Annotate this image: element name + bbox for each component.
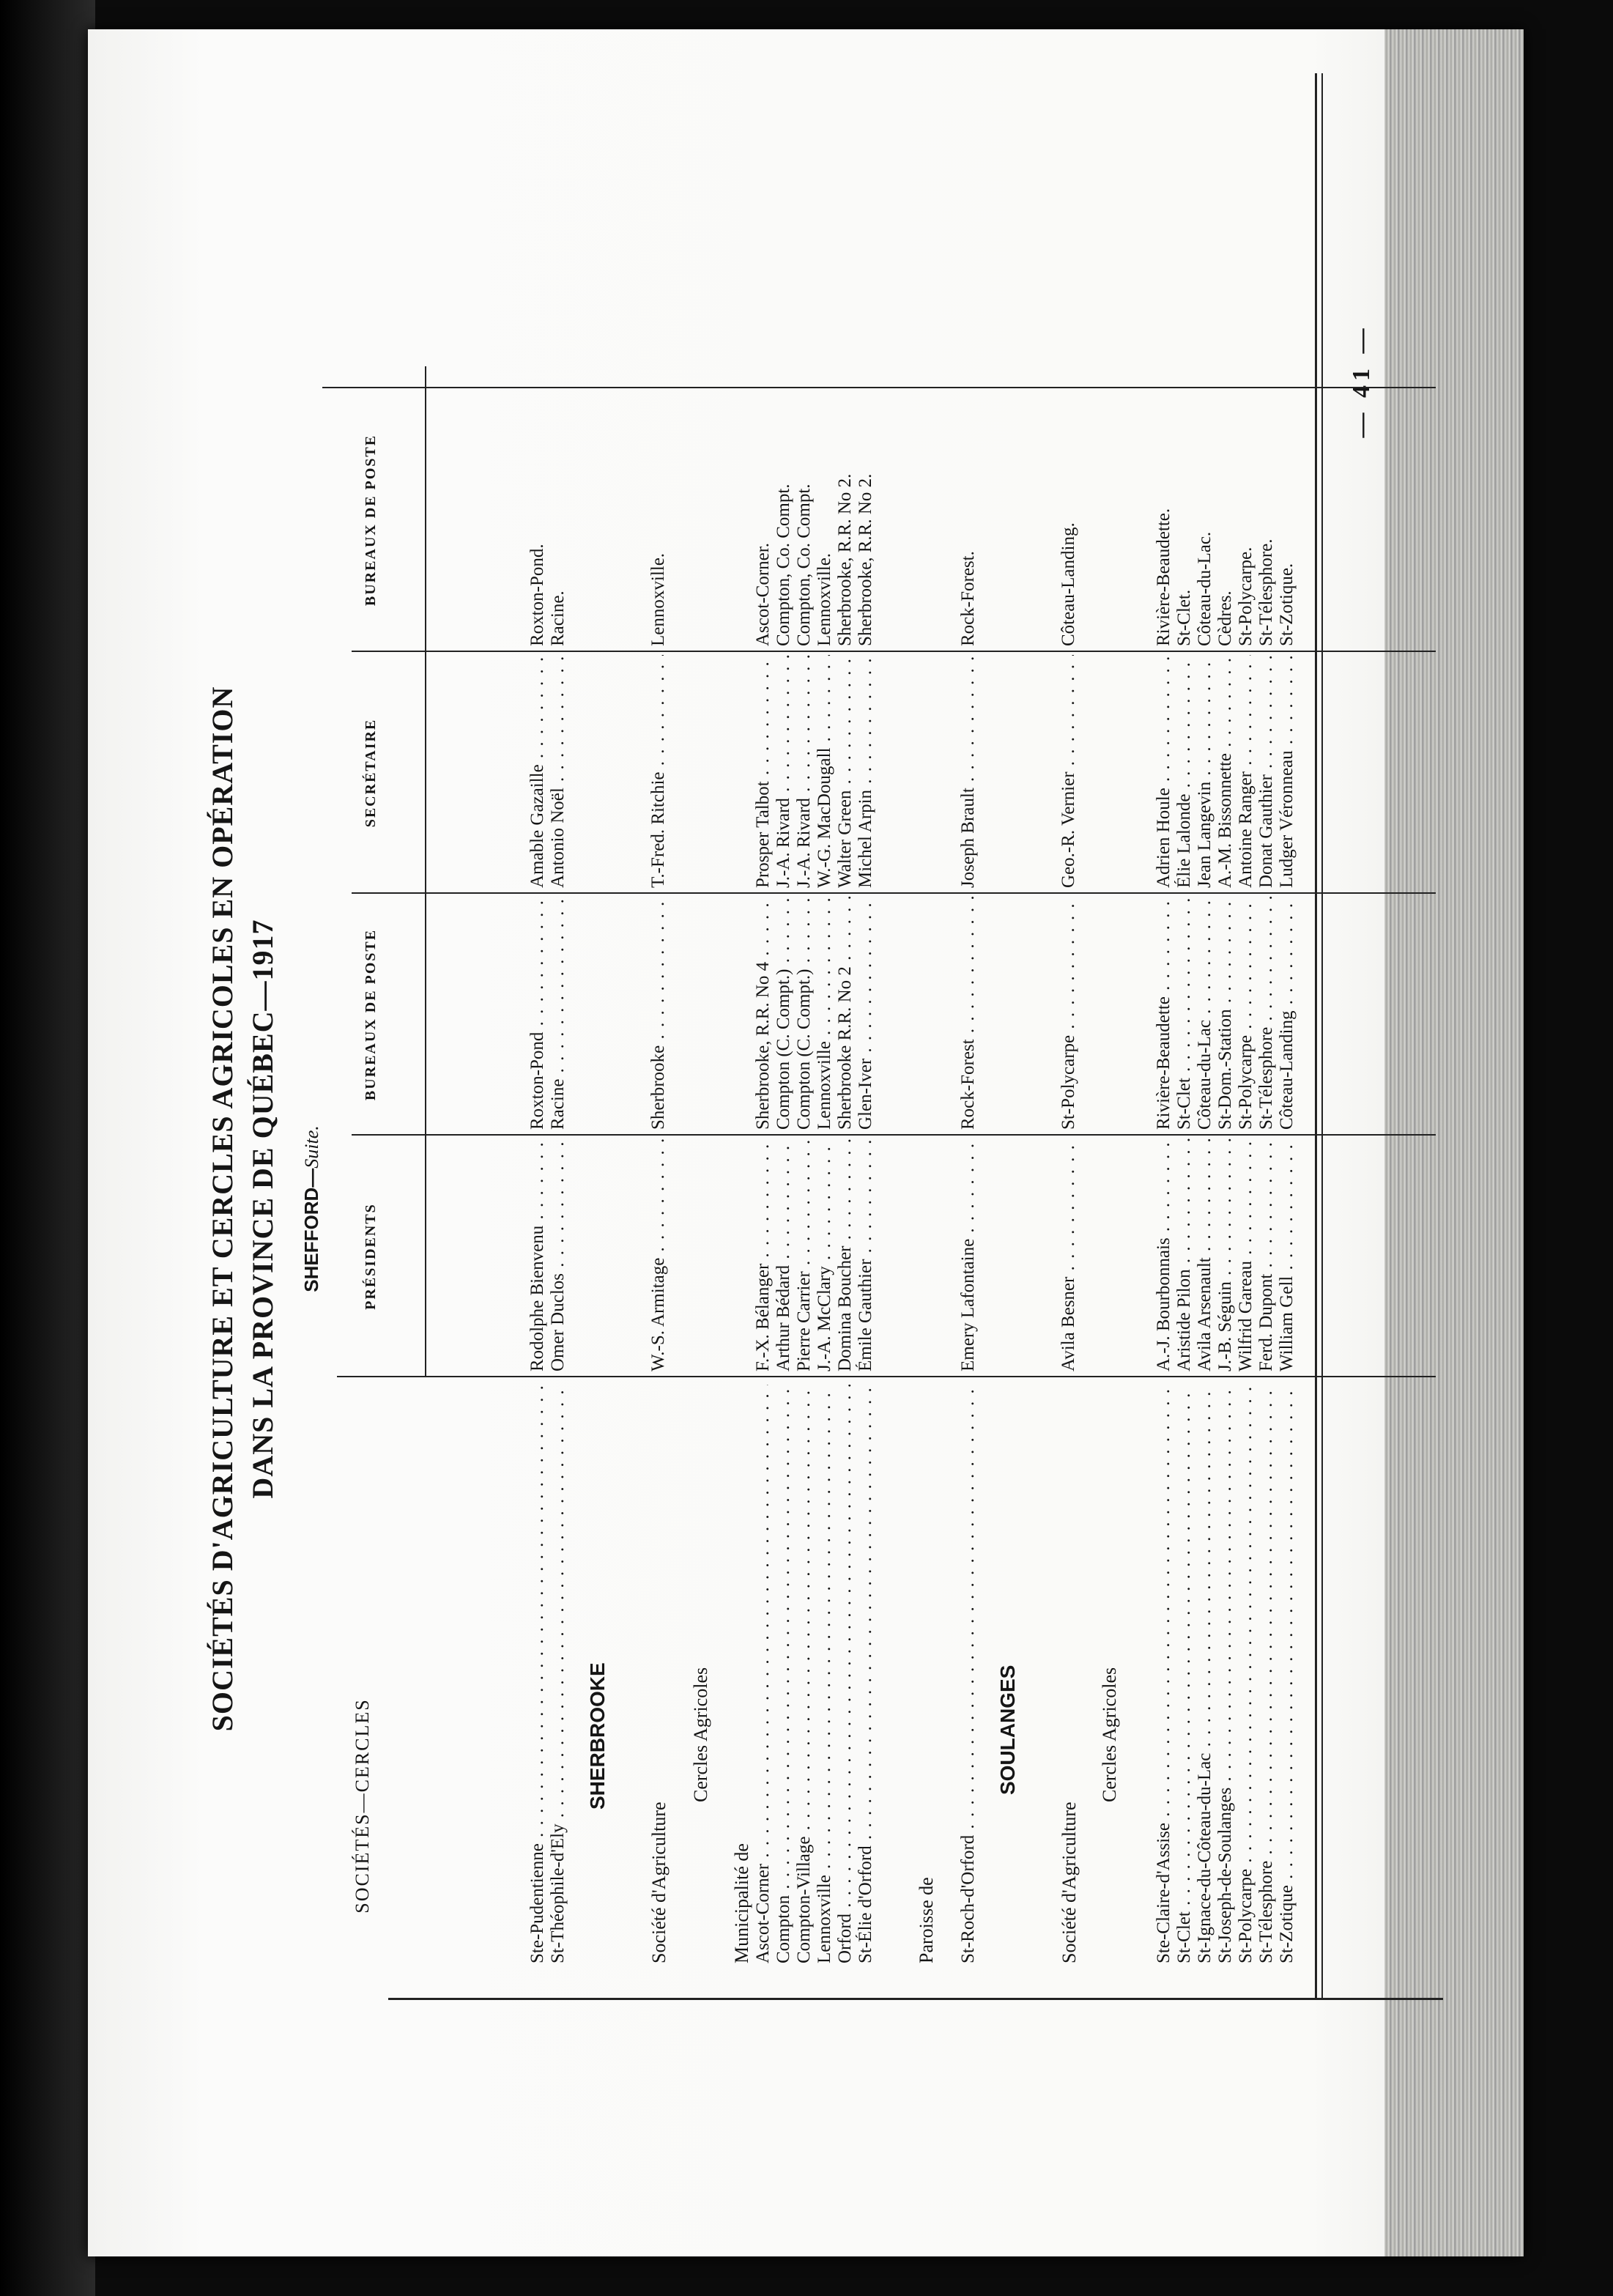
cell-bureau2: Lennoxville. — [815, 552, 834, 646]
cell-bureau: Rivière-Beaudette . . . — [1154, 897, 1174, 1130]
cell-bureau: St-Polycarpe . . . — [1236, 897, 1256, 1130]
subheading-societe: Société d'Agriculture — [1058, 1801, 1080, 1963]
cell-secretaire: Antonio Noël . . . — [548, 655, 568, 888]
cell-president: Aristide Pilon . . . — [1174, 1138, 1195, 1371]
cell-bureau2: Rock-Forest. — [958, 551, 978, 646]
cell-bureau: Roxton-Pond . . . — [527, 897, 548, 1130]
cell-president: W.-S. Armitage . . . — [648, 1138, 669, 1371]
subheading-municipalite: Municipalité de — [731, 1843, 752, 1963]
cell-bureau2: Roxton-Pond. — [527, 544, 547, 646]
cell-bureau2: Cèdres. — [1215, 590, 1235, 646]
table-row — [1215, 359, 1236, 2234]
cell-societe: St-Zotique . . . — [1277, 1385, 1297, 1963]
cell-president: Omer Duclos . . . — [548, 1138, 568, 1371]
cell-bureau2: Rivière-Beaudette. — [1154, 508, 1173, 646]
cell-bureau2: Côteau-du-Lac. — [1195, 531, 1215, 646]
cell-societe: St-Télesphore . . . — [1256, 1385, 1277, 1963]
cell-bureau: St-Dom.-Station . . . — [1215, 897, 1236, 1130]
table-row — [527, 359, 548, 2234]
county-continued — [300, 183, 323, 2234]
cell-president: Émile Gauthier . . . — [856, 1138, 876, 1371]
cell-societe: Ste-Claire-d'Assise . . . — [1154, 1385, 1174, 1963]
cell-secretaire: Jean Langevin . . . — [1195, 655, 1215, 888]
rotated-content — [139, 66, 1458, 2234]
header-double-rule — [1315, 73, 1323, 2000]
cell-secretaire: Amable Gazaille . . . — [527, 655, 548, 888]
cell-bureau: Compton (C. Compt.) . . . — [794, 897, 815, 1130]
cell-societe: Compton-Village . . . — [794, 1385, 815, 1963]
cell-bureau2: Sherbrooke, R.R. No 2. — [835, 473, 855, 646]
cell-societe: Orford . . . — [835, 1385, 856, 1963]
table-row — [1154, 359, 1174, 2234]
header-societes: SOCIÉTÉS—CERCLES — [352, 1698, 373, 1914]
cell-secretaire: Antoine Ranger . . . — [1236, 655, 1256, 888]
cell-secretaire: J.-A. Rivard . . . — [794, 655, 815, 888]
cell-bureau: St-Télesphore . . . — [1256, 897, 1277, 1130]
table-row — [1174, 359, 1195, 2234]
cell-bureau2: Sherbrooke, R.R. No 2. — [856, 473, 875, 646]
cell-bureau: Racine . . . — [548, 897, 568, 1130]
cell-societe: St-Roch-d'Orford . . . — [958, 1385, 979, 1963]
cell-president: A.-J. Bourbonnais . . . — [1154, 1138, 1174, 1371]
cell-president: Pierre Carrier . . . — [794, 1138, 815, 1371]
cell-secretaire: W.-G. MacDougall . . . — [815, 655, 835, 888]
cell-president: Rodolphe Bienvenu . . . — [527, 1138, 548, 1371]
page-title-line-1: SOCIÉTÉS D'AGRICULTURE ET CERCLES AGRICOLES EN OPÉRATION — [206, 686, 239, 1732]
cell-bureau2: St-Clet. — [1174, 589, 1194, 646]
cell-secretaire: Ludger Véronneau . . . — [1277, 655, 1297, 888]
page-title-line-2: DANS LA PROVINCE DE QUÉBEC—1917 — [246, 919, 279, 1499]
cell-president: Arthur Bédard . . . — [774, 1138, 794, 1371]
book-page — [88, 29, 1524, 2256]
table-row — [856, 359, 876, 2234]
cell-secretaire: Donat Gauthier . . . — [1256, 655, 1277, 888]
cell-secretaire: Adrien Houle . . . — [1154, 655, 1174, 888]
table-row — [794, 359, 815, 2234]
cell-secretaire: Prosper Talbot . . . — [753, 655, 774, 888]
cell-societe: St-Théophile-d'Ely . . . — [548, 1385, 568, 1963]
header-presidents: PRÉSIDENTS — [363, 1203, 379, 1310]
cell-bureau2: Racine. — [548, 590, 568, 646]
section-heading-soulanges: SOULANGES — [996, 1664, 1019, 1795]
cell-president: Avila Arsenault . . . — [1195, 1138, 1215, 1371]
cell-president: F.-X. Bélanger . . . — [753, 1138, 774, 1371]
cell-bureau2: St-Polycarpe. — [1236, 547, 1256, 646]
header-bureaux-1: BUREAUX DE POSTE — [363, 928, 379, 1101]
header-bottom-rule — [425, 366, 426, 1377]
cell-secretaire: A.-M. Bissonnette . . . — [1215, 655, 1236, 888]
cell-bureau2: Compton, Co. Compt. — [794, 484, 814, 646]
page-number: — 41 — — [1348, 324, 1375, 438]
cell-secretaire: Michel Arpin . . . — [856, 655, 876, 888]
table-row — [1256, 359, 1277, 2234]
cell-bureau2: St-Télesphore. — [1256, 538, 1276, 646]
cell-bureau2: Côteau-Landing. — [1058, 522, 1078, 646]
header-societes-col — [322, 1377, 410, 2234]
subheading-cercles: Cercles Agricoles — [690, 1667, 711, 1802]
table-row — [958, 359, 979, 2234]
cell-president: J.-B. Séguin . . . — [1215, 1138, 1236, 1371]
cell-bureau: Sherbrooke . . . — [648, 897, 669, 1130]
cell-societe: St-Ignace-du-Côteau-du-Lac . . . — [1195, 1385, 1215, 1963]
table-row — [774, 359, 794, 2234]
cell-bureau2: St-Zotique. — [1277, 563, 1297, 646]
cell-bureau2: Ascot-Corner. — [753, 543, 773, 646]
table-row — [835, 359, 856, 2234]
subheading-societe: Société d'Agriculture — [648, 1801, 670, 1963]
county-name: SHEFFORD— — [300, 1168, 322, 1292]
table-row — [1277, 359, 1297, 2234]
section-heading-sherbrooke: SHERBROOKE — [586, 1662, 609, 1810]
cell-secretaire: Walter Green . . . — [835, 655, 856, 888]
cell-societe: Lennoxville . . . — [815, 1385, 835, 1963]
header-bureaux-1-col — [322, 894, 410, 1136]
cell-bureau: Côteau-Landing . . . — [1277, 897, 1297, 1130]
table-row — [1195, 359, 1215, 2234]
header-bureaux-2: BUREAUX DE POSTE — [363, 434, 379, 607]
suite-label: Suite. — [301, 1125, 322, 1169]
cell-secretaire: Joseph Brault . . . — [958, 655, 979, 888]
cell-bureau: St-Polycarpe . . . — [1058, 897, 1079, 1130]
cell-bureau2: Compton, Co. Compt. — [774, 484, 793, 646]
cell-societe: St-Joseph-de-Soulanges . . . — [1215, 1385, 1236, 1963]
cell-secretaire: T.-Fred. Ritchie . . . — [648, 655, 669, 888]
table-row — [1236, 359, 1256, 2234]
subheading-cercles: Cercles Agricoles — [1099, 1667, 1120, 1802]
cell-bureau: Sherbrooke, R.R. No 4 . . . — [753, 897, 774, 1130]
cell-bureau: Rock-Forest . . . — [958, 897, 979, 1130]
cell-bureau: Compton (C. Compt.) . . . — [774, 897, 794, 1130]
cell-secretaire: Élie Lalonde . . . — [1174, 655, 1195, 888]
cell-bureau: Lennoxville . . . — [815, 897, 835, 1130]
cell-secretaire: Geo.-R. Vernier . . . — [1058, 655, 1079, 888]
cell-president: William Gell . . . — [1277, 1138, 1297, 1371]
header-secretaire-col — [322, 652, 410, 894]
cell-president: Avila Besner . . . — [1058, 1138, 1079, 1371]
cell-secretaire: J.-A. Rivard . . . — [774, 655, 794, 888]
cell-president: J.-A. McClary . . . — [815, 1138, 835, 1371]
cell-societe: Compton . . . — [774, 1385, 794, 1963]
cell-societe: Ste-Pudentienne . . . — [527, 1385, 548, 1963]
cell-bureau: Glen-Iver . . . — [856, 897, 876, 1130]
subheading-paroisse: Paroisse de — [916, 1877, 937, 1963]
cell-president: Domina Boucher . . . — [835, 1138, 856, 1371]
table-row — [548, 359, 568, 2234]
cell-president: Emery Lafontaine . . . — [958, 1138, 979, 1371]
cell-societe: Ascot-Corner . . . — [753, 1385, 774, 1963]
cell-societe: St-Clet . . . — [1174, 1385, 1195, 1963]
header-presidents-col — [322, 1136, 410, 1377]
cell-bureau: St-Clet . . . — [1174, 897, 1195, 1130]
cell-president: Ferd. Dupont . . . — [1256, 1138, 1277, 1371]
header-secretaire: SECRÉTAIRE — [363, 718, 379, 828]
cell-bureau: Sherbrooke R.R. No 2 . . . — [835, 897, 856, 1130]
scan-background-shadow — [0, 0, 95, 2296]
cell-societe: St-Polycarpe . . . — [1236, 1385, 1256, 1963]
cell-president: Wilfrid Gareau . . . — [1236, 1138, 1256, 1371]
cell-bureau2: Lennoxville. — [648, 552, 668, 646]
table-row — [753, 359, 774, 2234]
cell-bureau: Côteau-du-Lac . . . — [1195, 897, 1215, 1130]
table-row — [815, 359, 835, 2234]
header-bureaux-2-col — [322, 388, 410, 652]
cell-societe: St-Élie d'Orford . . . — [856, 1385, 876, 1963]
